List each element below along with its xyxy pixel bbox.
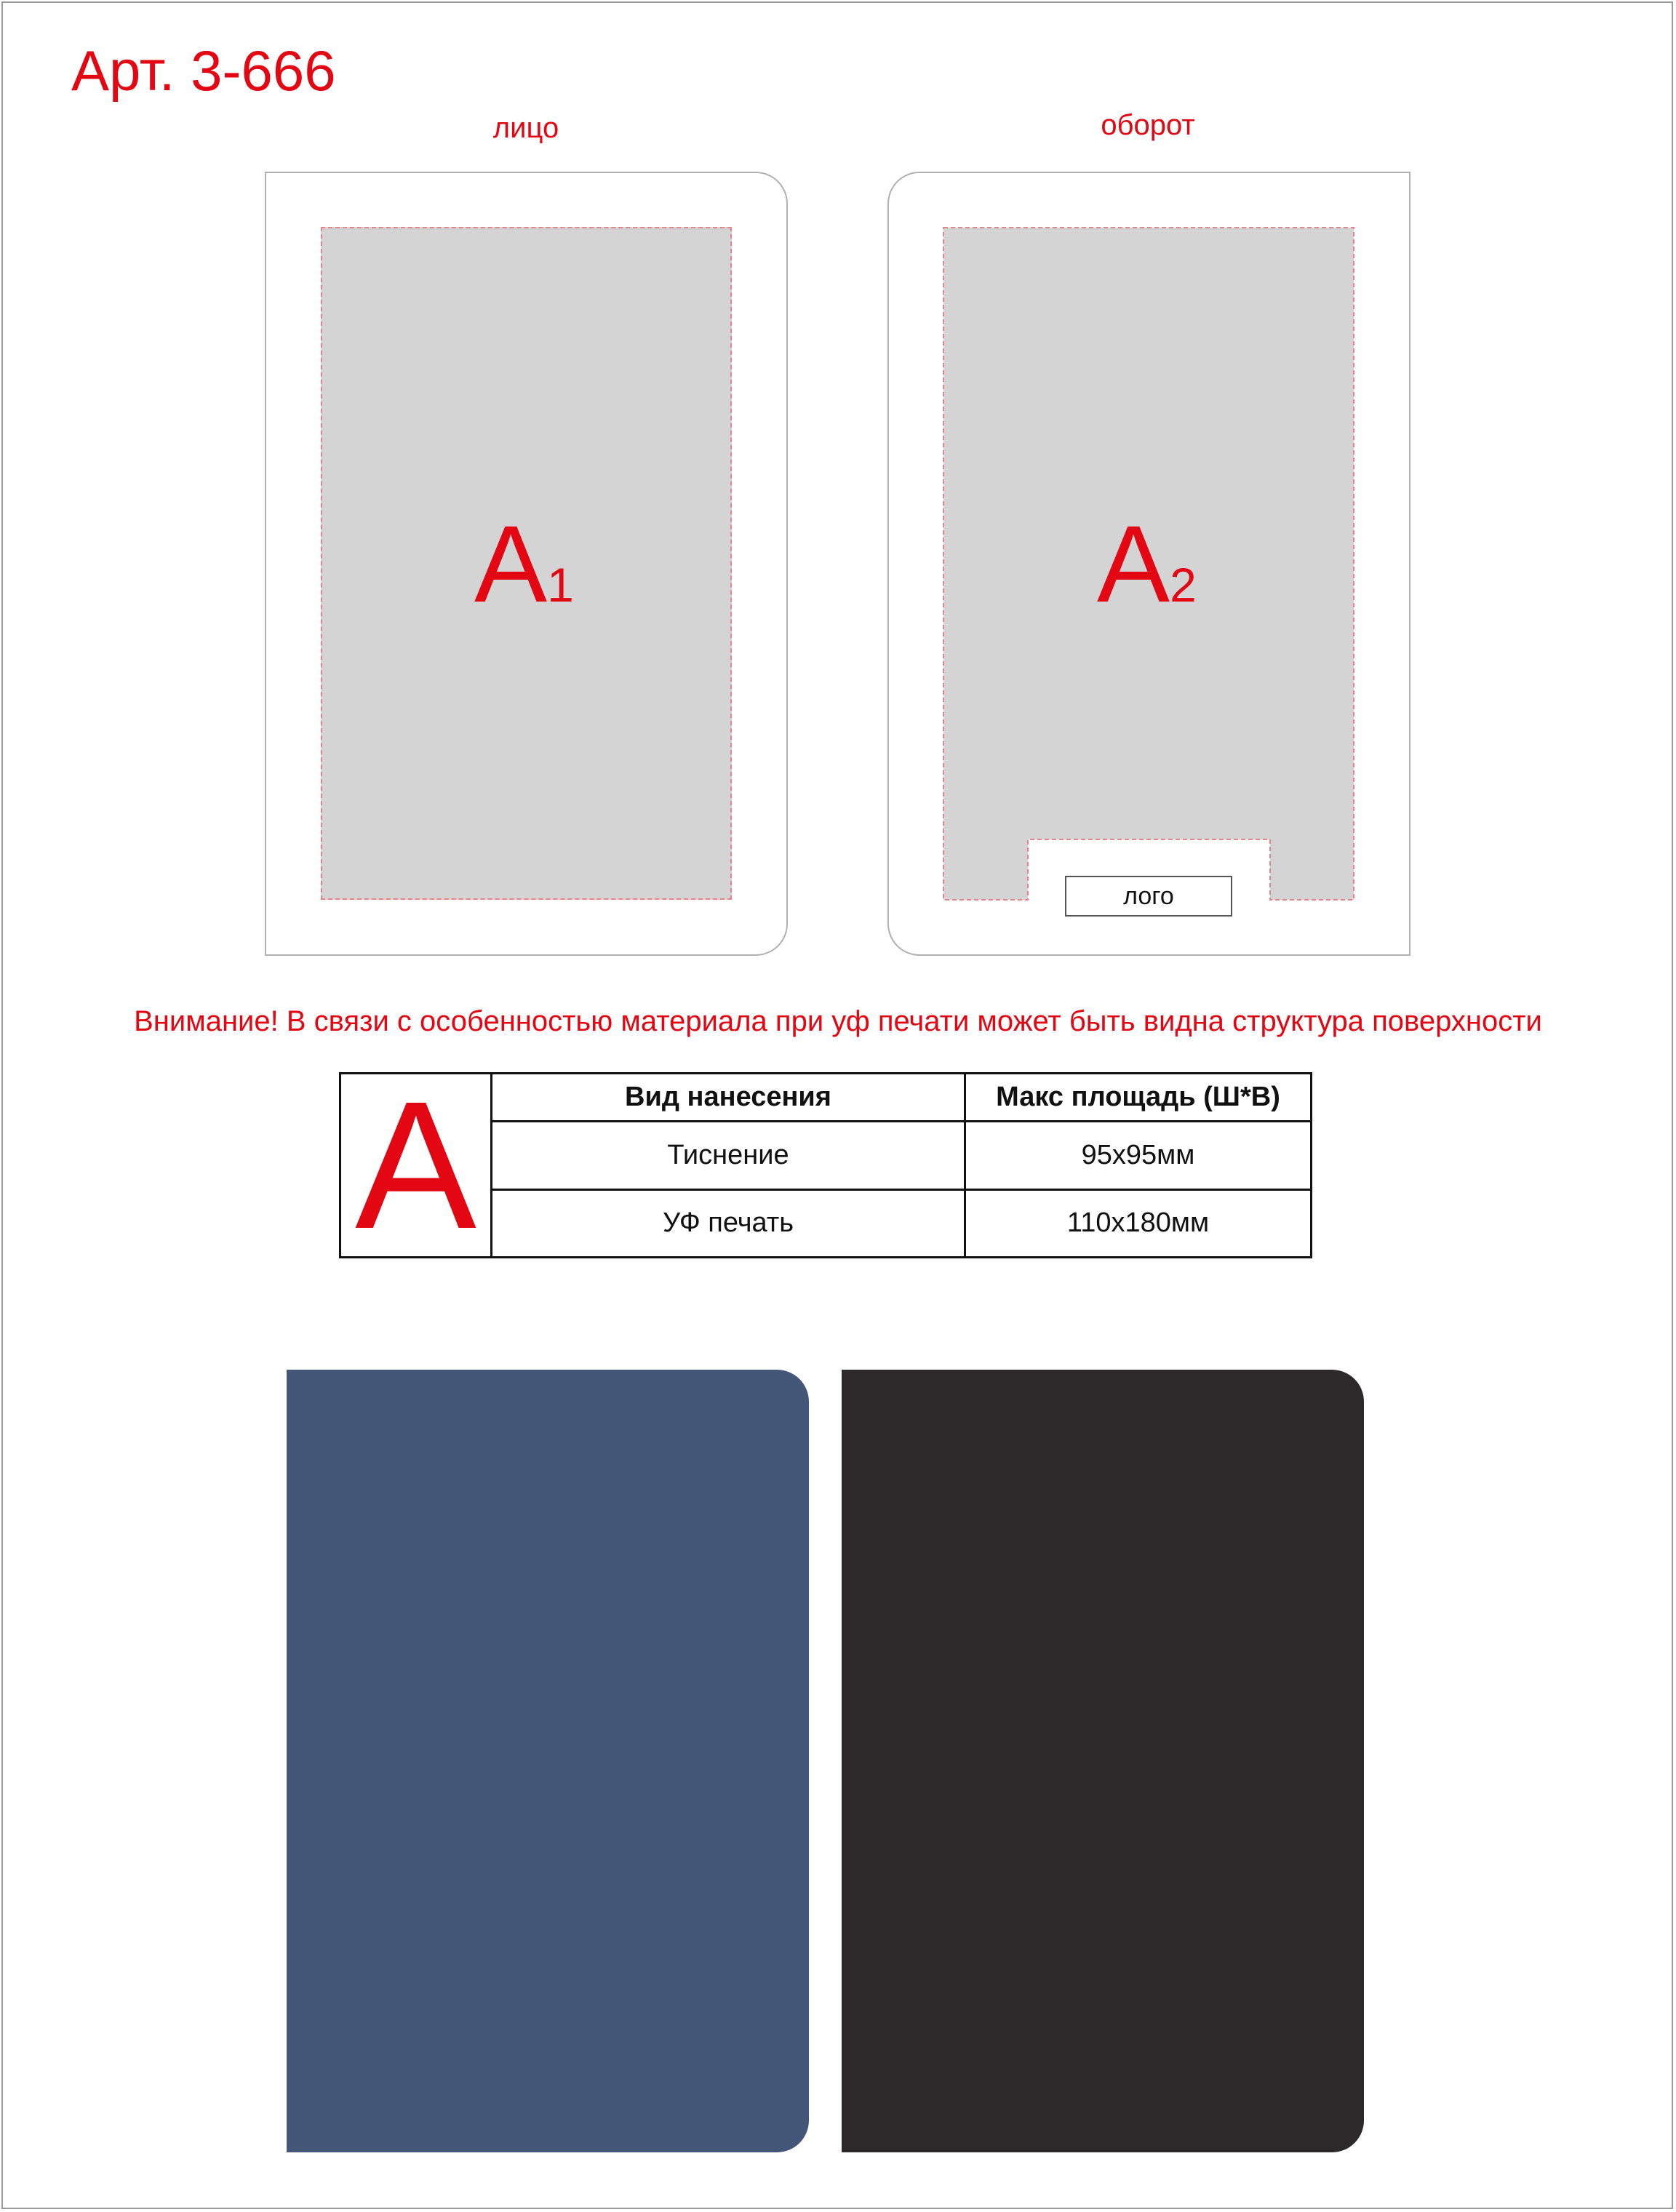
- color-swatch-black: [842, 1370, 1364, 2152]
- zone-index: 1: [547, 558, 574, 612]
- size-cell: 110х180мм: [965, 1189, 1312, 1257]
- spec-table: [339, 1063, 1312, 1266]
- header-max-area: Макс площадь (Ш*В): [965, 1074, 1312, 1122]
- header-method: Вид нанесения: [492, 1074, 965, 1122]
- zone-a1-label: [474, 503, 574, 625]
- logo-placeholder: лого: [1065, 876, 1232, 917]
- zone-letter: А: [474, 503, 548, 625]
- material-warning: Внимание! В связи с особенностью материала при уф печати может быть видна структура поверхности: [134, 1005, 1542, 1037]
- back-side-label: оборот: [1101, 109, 1195, 141]
- table-zone-letter: А: [340, 1074, 492, 1258]
- zone-a2-label: [1097, 503, 1197, 625]
- method-cell: УФ печать: [492, 1189, 965, 1257]
- size-cell: 95х95мм: [965, 1122, 1312, 1189]
- zone-letter: А: [1097, 503, 1170, 625]
- front-side-label: лицо: [492, 112, 559, 144]
- zone-index: 2: [1170, 558, 1197, 612]
- color-swatch-blue: [287, 1370, 809, 2152]
- article-title: Арт. 3-666: [71, 39, 336, 103]
- method-cell: Тиснение: [492, 1122, 965, 1189]
